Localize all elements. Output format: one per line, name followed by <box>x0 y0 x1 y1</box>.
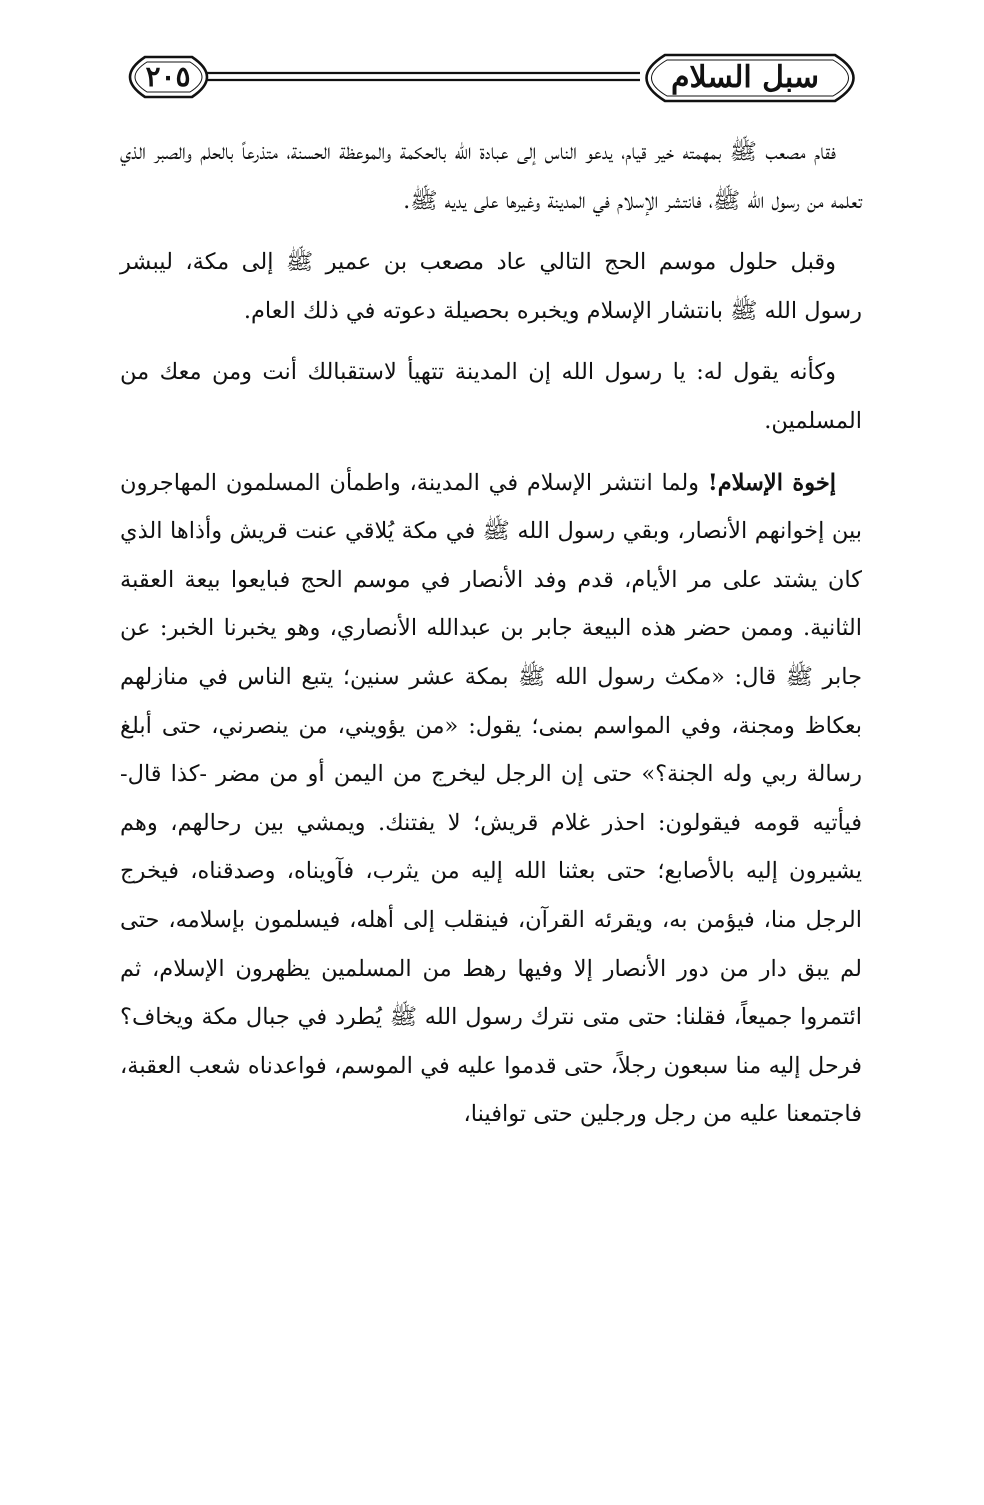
paragraph-1 <box>120 128 862 225</box>
paragraph-3 <box>120 348 862 445</box>
page-number: ٢٠٥ <box>145 59 191 93</box>
paragraph-1-text: فقام مصعب ﷺ بمهمته خير قيام، يدعو الناس إلى عبادة الله بالحكمة والموعظة الحسنة، متذرعاً بالحلم والصبر الذي تعلمه من رسول الله ﷺ، فانتشر الإسلام في المدينة وغيرها على يديه ﷺ. <box>120 139 862 214</box>
paragraph-2 <box>120 238 862 335</box>
page-header <box>0 0 984 130</box>
page-body <box>120 128 862 1139</box>
paragraph-4-lead: إخوة الإسلام! <box>707 469 836 496</box>
paragraph-2-text: وقبل حلول موسم الحج التالي عاد مصعب بن عمير ﷺ إلى مكة، ليبشر رسول الله ﷺ بانتشار الإسلام ويخبره بحصيلة دعوته في ذلك العام. <box>120 249 862 324</box>
paragraph-4 <box>120 459 862 1139</box>
paragraph-4-text: ولما انتشر الإسلام في المدينة، واطمأن المسلمون المهاجرون بين إخوانهم الأنصار، وبقي رسول الله ﷺ في مكة يُلاقي عنت قريش وأذاها الذي كان يشتد على مر الأيام، قدم وفد الأنصار في موسم الحج فبايعوا بيعة العقبة الثانية. وممن حضر هذه البيعة جابر بن عبدالله الأنصاري، وهو يخبرنا الخبر: عن جابر ﷺ قال: «مكث رسول الله ﷺ بمكة عشر سنين؛ يتبع الناس في منازلهم بعكاظ ومجنة، وفي المواسم بمنى؛ يقول: «من يؤويني، من ينصرني، حتى أبلغ رسالة ربي وله الجنة؟» حتى إن الرجل ليخرج من اليمن أو من مضر -كذا قال- فيأتيه قومه فيقولون: احذر غلام قريش؛ لا يفتنك. ويمشي بين رحالهم، وهم يشيرون إليه بالأصابع؛ حتى بعثنا الله إليه من يثرب، فآويناه، وصدقناه، فيخرج الرجل منا، فيؤمن به، ويقرئه القرآن، فينقلب إلى أهله، فيسلمون بإسلامه، حتى لم يبق دار من دور الأنصار إلا وفيها رهط من المسلمين يظهرون الإسلام، ثم ائتمروا جميعاً، فقلنا: حتى متى نترك رسول الله ﷺ يُطرد في جبال مكة ويخاف؟ فرحل إليه منا سبعون رجلاً، حتى قدموا عليه في الموسم، فواعدناه شعب العقبة، فاجتمعنا عليه من رجل ورجلين حتى توافينا، <box>120 469 862 1128</box>
paragraph-3-text: وكأنه يقول له: يا رسول الله إن المدينة تتهيأ لاستقبالك أنت ومن معك من المسلمين. <box>120 359 862 434</box>
book-title: سبل السلام <box>670 59 820 95</box>
